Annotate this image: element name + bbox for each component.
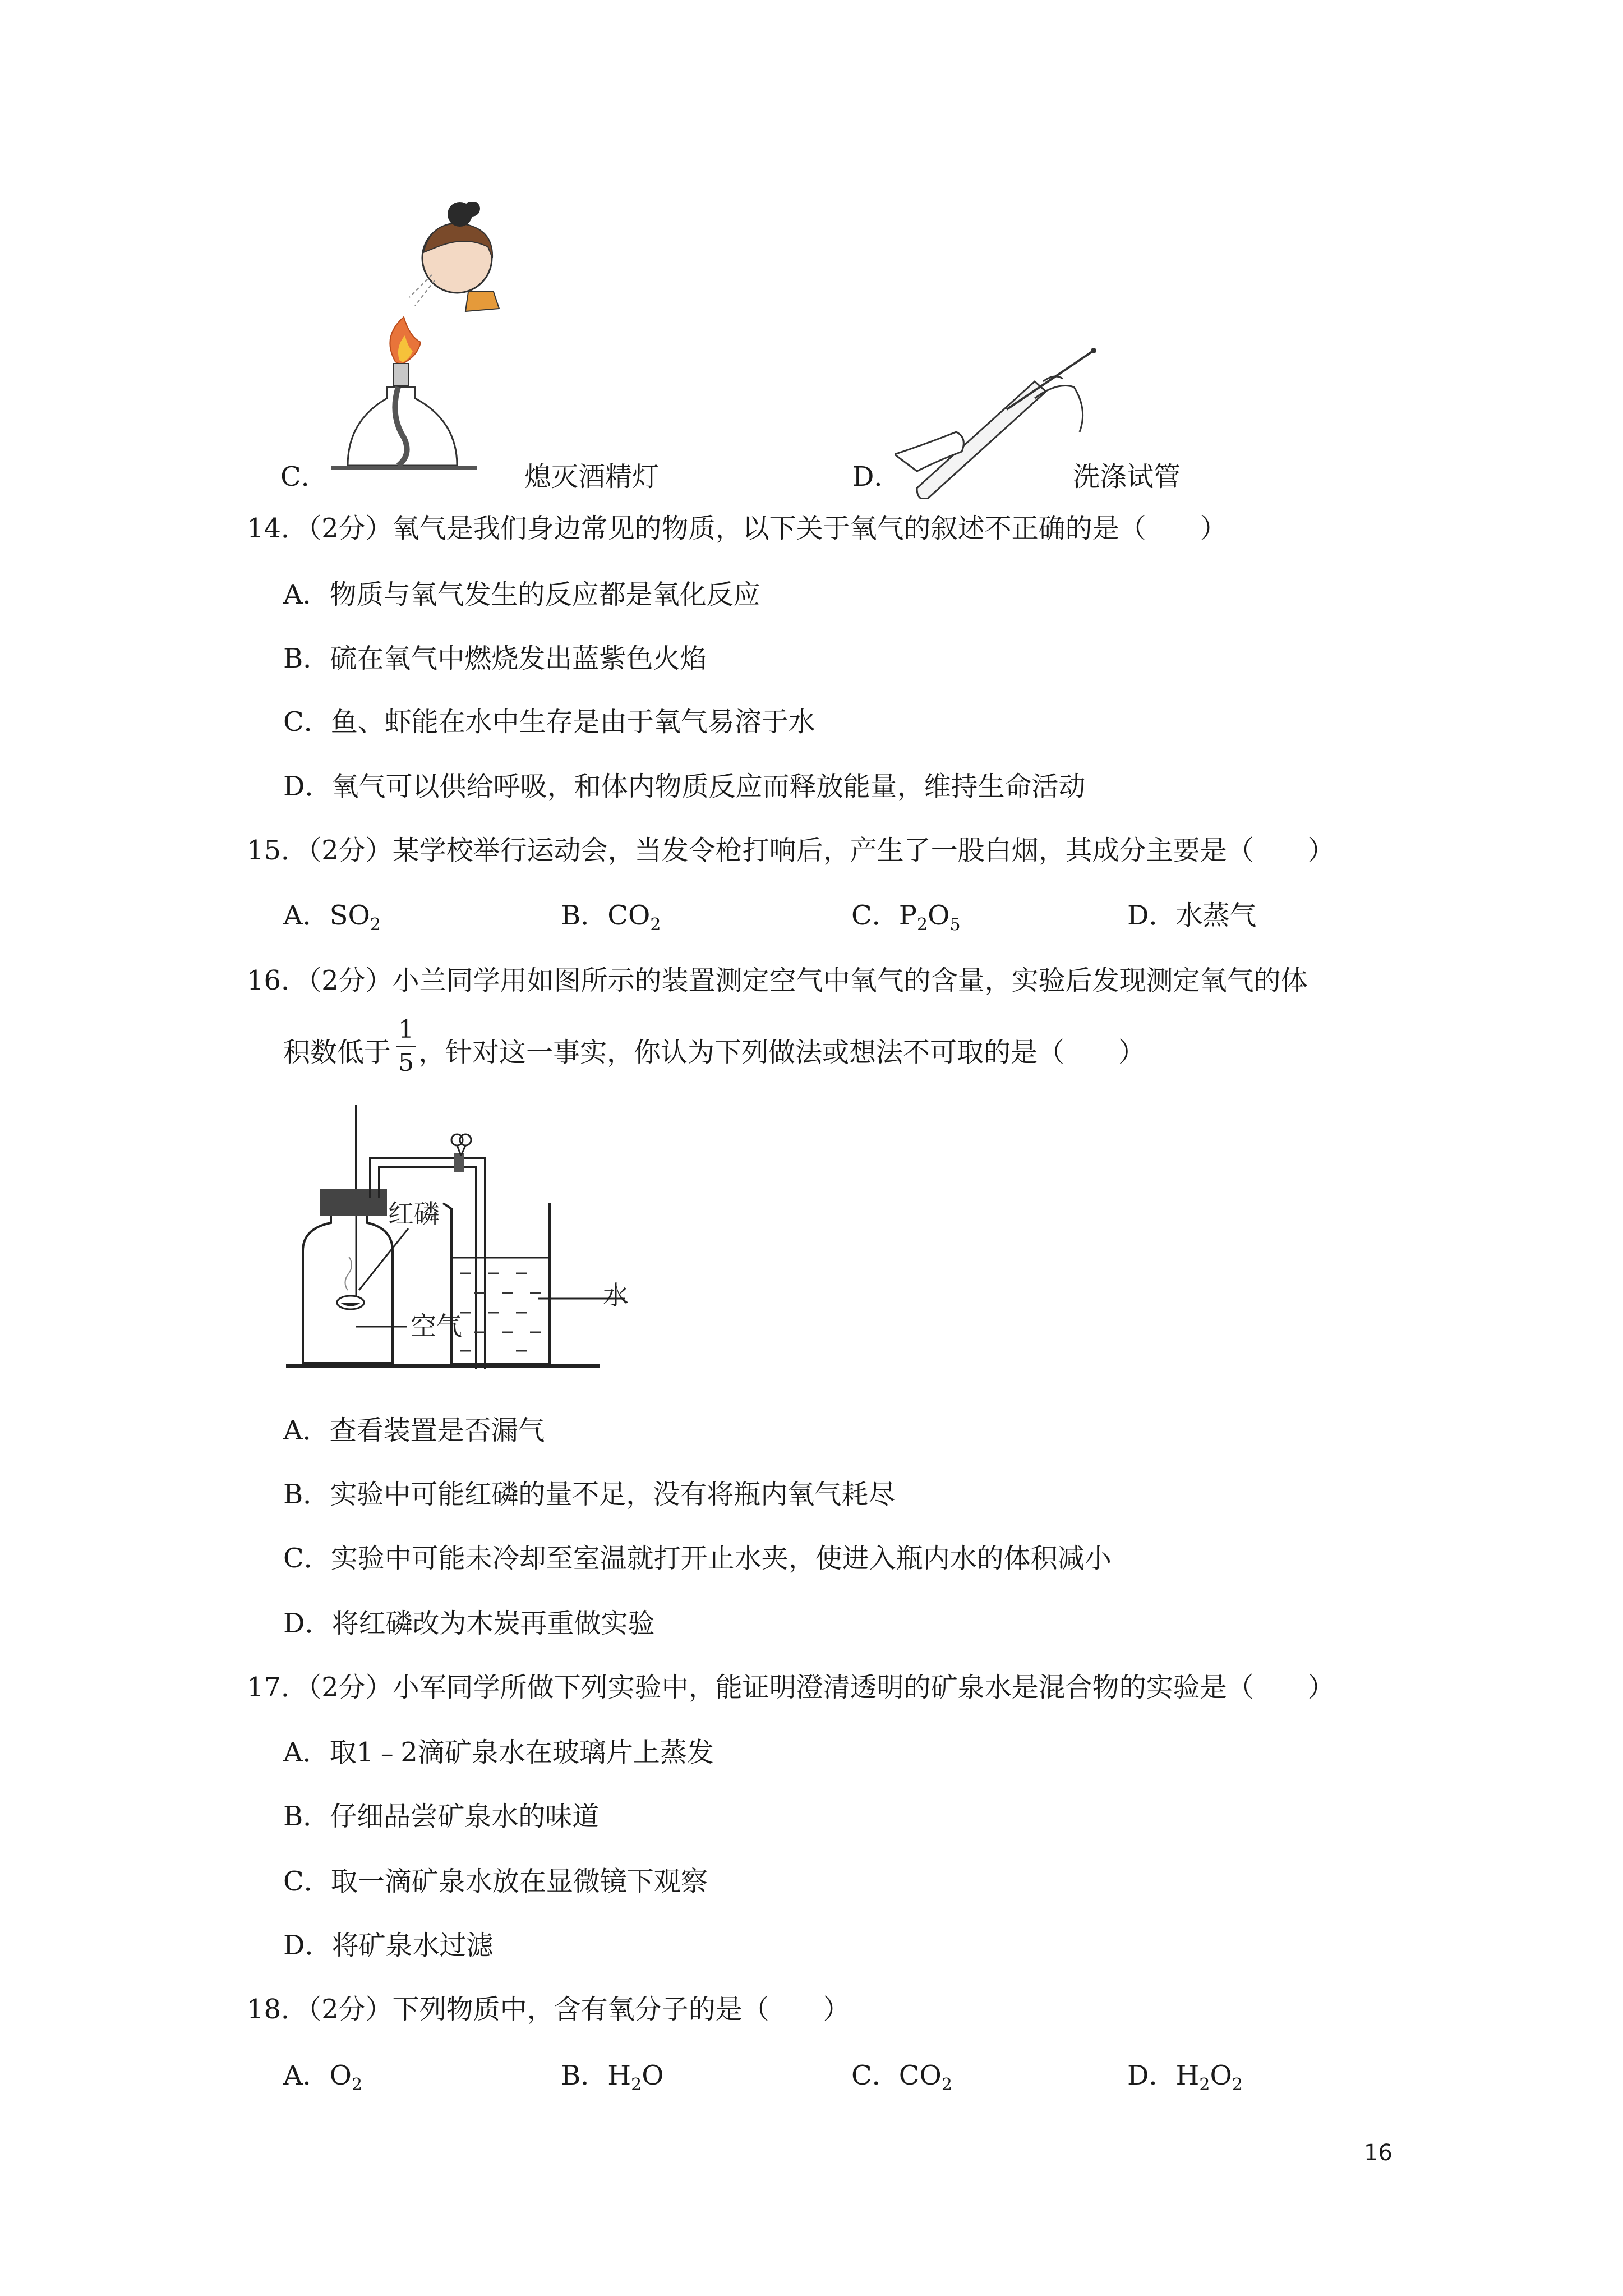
question-17-option-a: A．取1﹣2滴矿泉水在玻璃片上蒸发 <box>283 1737 714 1768</box>
option-c-caption: 熄灭酒精灯 <box>524 461 660 493</box>
formula-text: A．SO <box>283 900 370 931</box>
fraction-bar <box>396 1046 416 1047</box>
question-15-option-c <box>851 899 961 935</box>
question-17-stem: 17．（2分）小军同学所做下列实验中，能证明澄清透明的矿泉水是混合物的实验是（ ） <box>247 1672 1335 1703</box>
subscript: 2 <box>917 915 928 935</box>
question-16-stem-line-2-start: 积数低于 <box>283 1037 391 1068</box>
question-17-option-d: D．将矿泉水过滤 <box>283 1930 494 1961</box>
question-17-option-c: C．取一滴矿泉水放在显微镜下观察 <box>283 1866 708 1897</box>
question-15-stem: 15．（2分）某学校举行运动会，当发令枪打响后，产生了一股白烟，其成分主要是（ ） <box>247 835 1335 866</box>
question-16-option-a: A．查看装置是否漏气 <box>283 1415 545 1446</box>
formula-text: O <box>928 900 950 931</box>
formula-text: O <box>642 2060 664 2091</box>
question-14-stem: 14．（2分）氧气是我们身边常见的物质，以下关于氧气的叙述不正确的是（ ） <box>247 513 1227 544</box>
subscript: 2 <box>631 2075 642 2095</box>
formula-text: O <box>1210 2060 1232 2091</box>
subscript: 5 <box>949 915 961 935</box>
formula-text: C．CO <box>851 2060 942 2091</box>
question-16-option-b: B．实验中可能红磷的量不足，没有将瓶内氧气耗尽 <box>283 1479 896 1510</box>
fraction-numerator: 1 <box>398 1015 414 1044</box>
question-15-option-a <box>283 899 381 935</box>
alcohol-lamp-blowing-figure <box>325 202 527 494</box>
question-18-option-a <box>283 2059 363 2095</box>
question-18-option-c <box>851 2059 952 2095</box>
question-14-option-c: C．鱼、虾能在水中生存是由于氧气易溶于水 <box>283 706 815 738</box>
question-16-option-c: C．实验中可能未冷却至室温就打开止水夹，使进入瓶内水的体积减小 <box>283 1543 1112 1574</box>
label-air: 空气 <box>411 1311 462 1341</box>
page-number: 16 <box>1364 2140 1393 2166</box>
question-14-option-d: D．氧气可以供给呼吸，和体内物质反应而释放能量，维持生命活动 <box>283 771 1086 802</box>
question-16-stem-line-2-end: ，针对这一事实，你认为下列做法或想法不可取的是（ ） <box>418 1037 1146 1068</box>
question-14-option-a: A．物质与氧气发生的反应都是氧化反应 <box>283 579 760 610</box>
question-18-option-d <box>1127 2059 1243 2095</box>
oxygen-measurement-apparatus <box>286 1105 634 1391</box>
subscript: 2 <box>370 915 381 935</box>
question-17-option-b: B．仔细品尝矿泉水的味道 <box>283 1801 600 1832</box>
formula-text: B．H <box>561 2060 631 2091</box>
formula-text: A．O <box>283 2060 352 2091</box>
subscript: 2 <box>650 915 661 935</box>
label-red-phosphorus: 红磷 <box>388 1199 440 1229</box>
question-15-option-d: D．水蒸气 <box>1127 900 1257 931</box>
subscript: 2 <box>941 2075 952 2095</box>
option-d-label: D． <box>852 461 901 493</box>
subscript: 2 <box>1199 2075 1210 2095</box>
question-14-option-b: B．硫在氧气中燃烧发出蓝紫色火焰 <box>283 643 707 674</box>
fraction <box>396 1015 416 1078</box>
label-water: 水 <box>603 1280 629 1310</box>
formula-text: B．CO <box>561 900 651 931</box>
question-16-option-d: D．将红磷改为木炭再重做实验 <box>283 1608 655 1639</box>
question-16-stem-line-1: 16．（2分）小兰同学用如图所示的装置测定空气中氧气的含量，实验后发现测定氧气的体 <box>247 965 1308 996</box>
option-d-caption: 洗涤试管 <box>1073 461 1181 493</box>
formula-text: C．P <box>851 900 917 931</box>
subscript: 2 <box>1232 2075 1243 2095</box>
question-15-option-b <box>561 899 661 935</box>
question-18-stem: 18．（2分）下列物质中，含有氧分子的是（ ） <box>247 1994 850 2025</box>
fraction-denominator: 5 <box>398 1048 414 1077</box>
option-c-label: C． <box>280 461 328 493</box>
subscript: 2 <box>352 2075 363 2095</box>
question-18-option-b <box>561 2059 664 2095</box>
formula-text: D．H <box>1127 2060 1200 2091</box>
